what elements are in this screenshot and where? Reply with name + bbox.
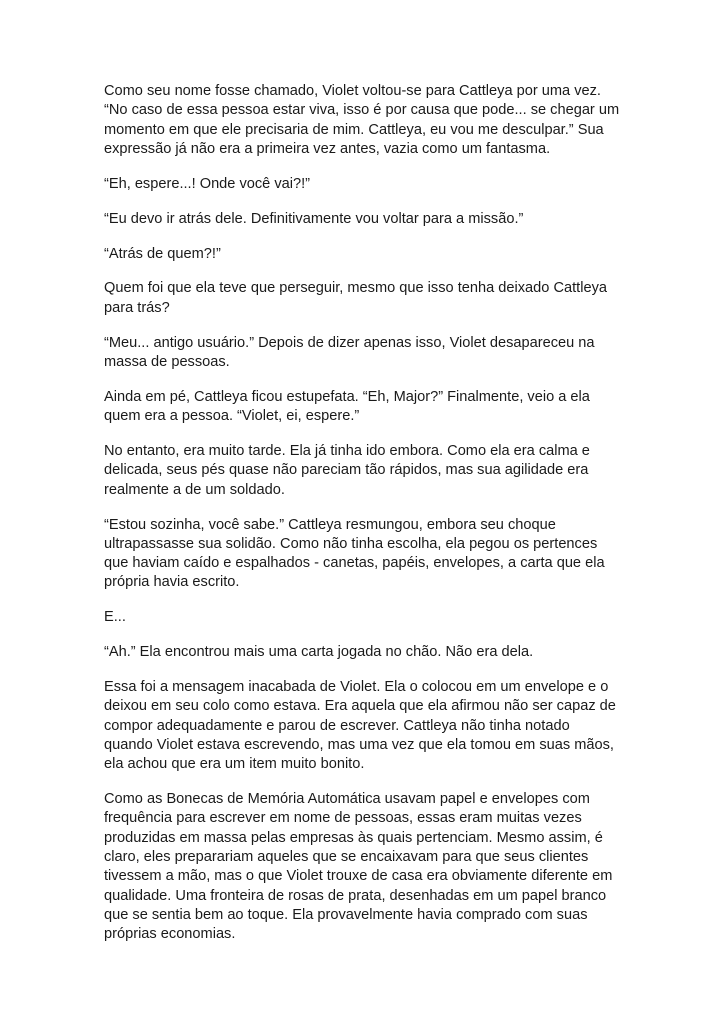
text-line: qualidade. Uma fronteira de rosas de prata, desenhadas em um papel branco: [104, 887, 607, 904]
text-line: compor adequadamente e parou de escrever. Cattleya não tinha notado: [104, 717, 570, 734]
text-line: massa de pessoas.: [104, 353, 230, 370]
text-line: ultrapassasse sua solidão. Como não tinha escolha, ela pegou os pertences: [104, 535, 598, 552]
text-line: Quem foi que ela teve que perseguir, mesmo que isso tenha deixado Cattleya: [104, 280, 607, 297]
text-line: “Estou sozinha, você sabe.” Cattleya resmungou, embora seu choque: [104, 516, 556, 533]
text-line: No entanto, era muito tarde. Ela já tinha ido embora. Como ela era calma e: [104, 443, 590, 460]
text-line: “Eh, espere...! Onde você vai?!”: [104, 175, 311, 192]
text-line: Como as Bonecas de Memória Automática usavam papel e envelopes com: [104, 791, 590, 808]
text-line: E...: [104, 609, 126, 626]
text-line: “Ah.” Ela encontrou mais uma carta jogada no chão. Não era dela.: [104, 644, 534, 661]
text-line: expressão já não era a primeira vez antes, vazia como um fantasma.: [104, 140, 551, 157]
text-line: momento em que ele precisaria de mim. Cattleya, eu vou me desculpar.” Sua: [104, 121, 604, 138]
text-line: “No caso de essa pessoa estar viva, isso é por causa que pode... se chegar um: [104, 102, 620, 119]
paragraph: [104, 608, 624, 627]
text-line: realmente a de um soldado.: [104, 481, 285, 498]
paragraph: [104, 82, 624, 159]
paragraph: [104, 388, 624, 427]
text-line: claro, eles preparariam aqueles que se encaixavam para que seus clientes: [104, 849, 589, 866]
text-line: Essa foi a mensagem inacabada de Violet. Ela o colocou em um envelope e o: [104, 679, 609, 696]
text-line: para trás?: [104, 299, 170, 316]
paragraph: [104, 643, 624, 662]
paragraph: [104, 334, 624, 373]
paragraph: [104, 279, 624, 318]
text-line: delicada, seus pés quase não pareciam tão rápidos, mas sua agilidade era: [104, 462, 589, 479]
text-line: Como seu nome fosse chamado, Violet voltou-se para Cattleya por uma vez.: [104, 83, 601, 99]
paragraph: [104, 790, 624, 944]
text-line: “Eu devo ir atrás dele. Definitivamente vou voltar para a missão.”: [104, 210, 524, 227]
paragraph: [104, 210, 624, 229]
paragraph: [104, 175, 624, 194]
text-line: produzidas em massa pelas empresas às quais pertenciam. Mesmo assim, é: [104, 829, 603, 846]
text-line: “Meu... antigo usuário.” Depois de dizer apenas isso, Violet desapareceu na: [104, 334, 595, 351]
text-line: deixou em seu colo como estava. Era aquela que ela afirmou não ser capaz de: [104, 698, 616, 715]
text-line: própria havia escrito.: [104, 574, 240, 591]
paragraph: [104, 678, 624, 774]
text-line: que haviam caído e espalhados - canetas, papéis, envelopes, a carta que ela: [104, 555, 605, 572]
text-line: “Atrás de quem?!”: [104, 245, 221, 262]
text-line: próprias economias.: [104, 926, 236, 943]
document-page: [104, 82, 624, 960]
text-line: ela achou que era um item muito bonito.: [104, 756, 365, 773]
text-line: tivessem a mão, mas o que Violet trouxe de casa era obviamente diferente em: [104, 868, 613, 885]
text-line: quando Violet estava escrevendo, mas uma vez que ela tomou em suas mãos,: [104, 736, 614, 753]
paragraph: [104, 245, 624, 264]
text-line: frequência para escrever em nome de pessoas, essas eram muitas vezes: [104, 810, 582, 827]
text-line: quem era a pessoa. “Violet, ei, espere.”: [104, 408, 360, 425]
text-line: Ainda em pé, Cattleya ficou estupefata. “Eh, Major?” Finalmente, veio a ela: [104, 388, 590, 405]
text-line: que se sentia bem ao toque. Ela provavelmente havia comprado com suas: [104, 906, 588, 923]
paragraph: [104, 442, 624, 500]
paragraph: [104, 516, 624, 593]
